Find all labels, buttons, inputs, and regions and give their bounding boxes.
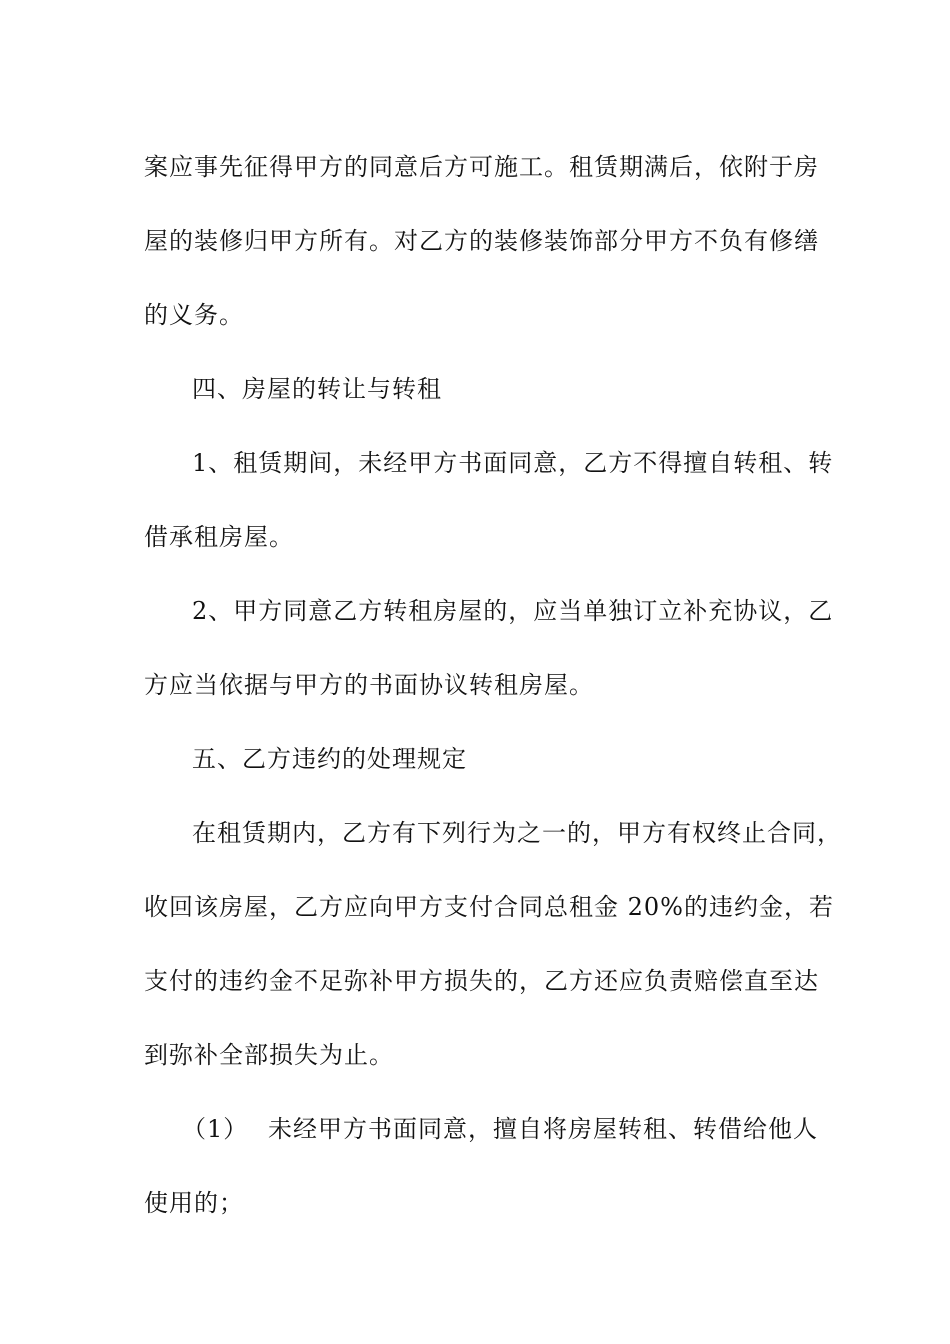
paragraph-line: 在租赁期内，乙方有下列行为之一的，甲方有权终止合同， xyxy=(192,819,842,847)
clause-2-line: 方应当依据与甲方的书面协议转租房屋。 xyxy=(144,671,594,699)
section-heading-transfer: 四、房屋的转让与转租 xyxy=(192,375,442,403)
list-item-text: 未经甲方书面同意，擅自将房屋转租、转借给他人 xyxy=(268,1115,818,1143)
clause-2-line: 2、甲方同意乙方转租房屋的，应当单独订立补充协议，乙 xyxy=(192,597,834,625)
paragraph-line: 屋的装修归甲方所有。对乙方的装修装饰部分甲方不负有修缮 xyxy=(144,227,819,255)
paragraph-line: 支付的违约金不足弥补甲方损失的，乙方还应负责赔偿直至达 xyxy=(144,967,819,995)
clause-1-line: 1、租赁期间，未经甲方书面同意，乙方不得擅自转租、转 xyxy=(192,449,834,477)
document-body xyxy=(144,130,842,1240)
list-item-continuation: 使用的； xyxy=(144,1189,244,1217)
paragraph-line: 案应事先征得甲方的同意后方可施工。租赁期满后，依附于房 xyxy=(144,153,819,181)
clause-1-line: 借承租房屋。 xyxy=(144,523,294,551)
paragraph-line: 的义务。 xyxy=(144,301,244,329)
list-item xyxy=(144,1092,818,1166)
paragraph-line: 收回该房屋，乙方应向甲方支付合同总租金 20%的违约金，若 xyxy=(144,893,834,921)
paragraph-line: 到弥补全部损失为止。 xyxy=(144,1041,394,1069)
list-item-number: （1） xyxy=(182,1115,249,1143)
section-heading-breach: 五、乙方违约的处理规定 xyxy=(192,745,467,773)
